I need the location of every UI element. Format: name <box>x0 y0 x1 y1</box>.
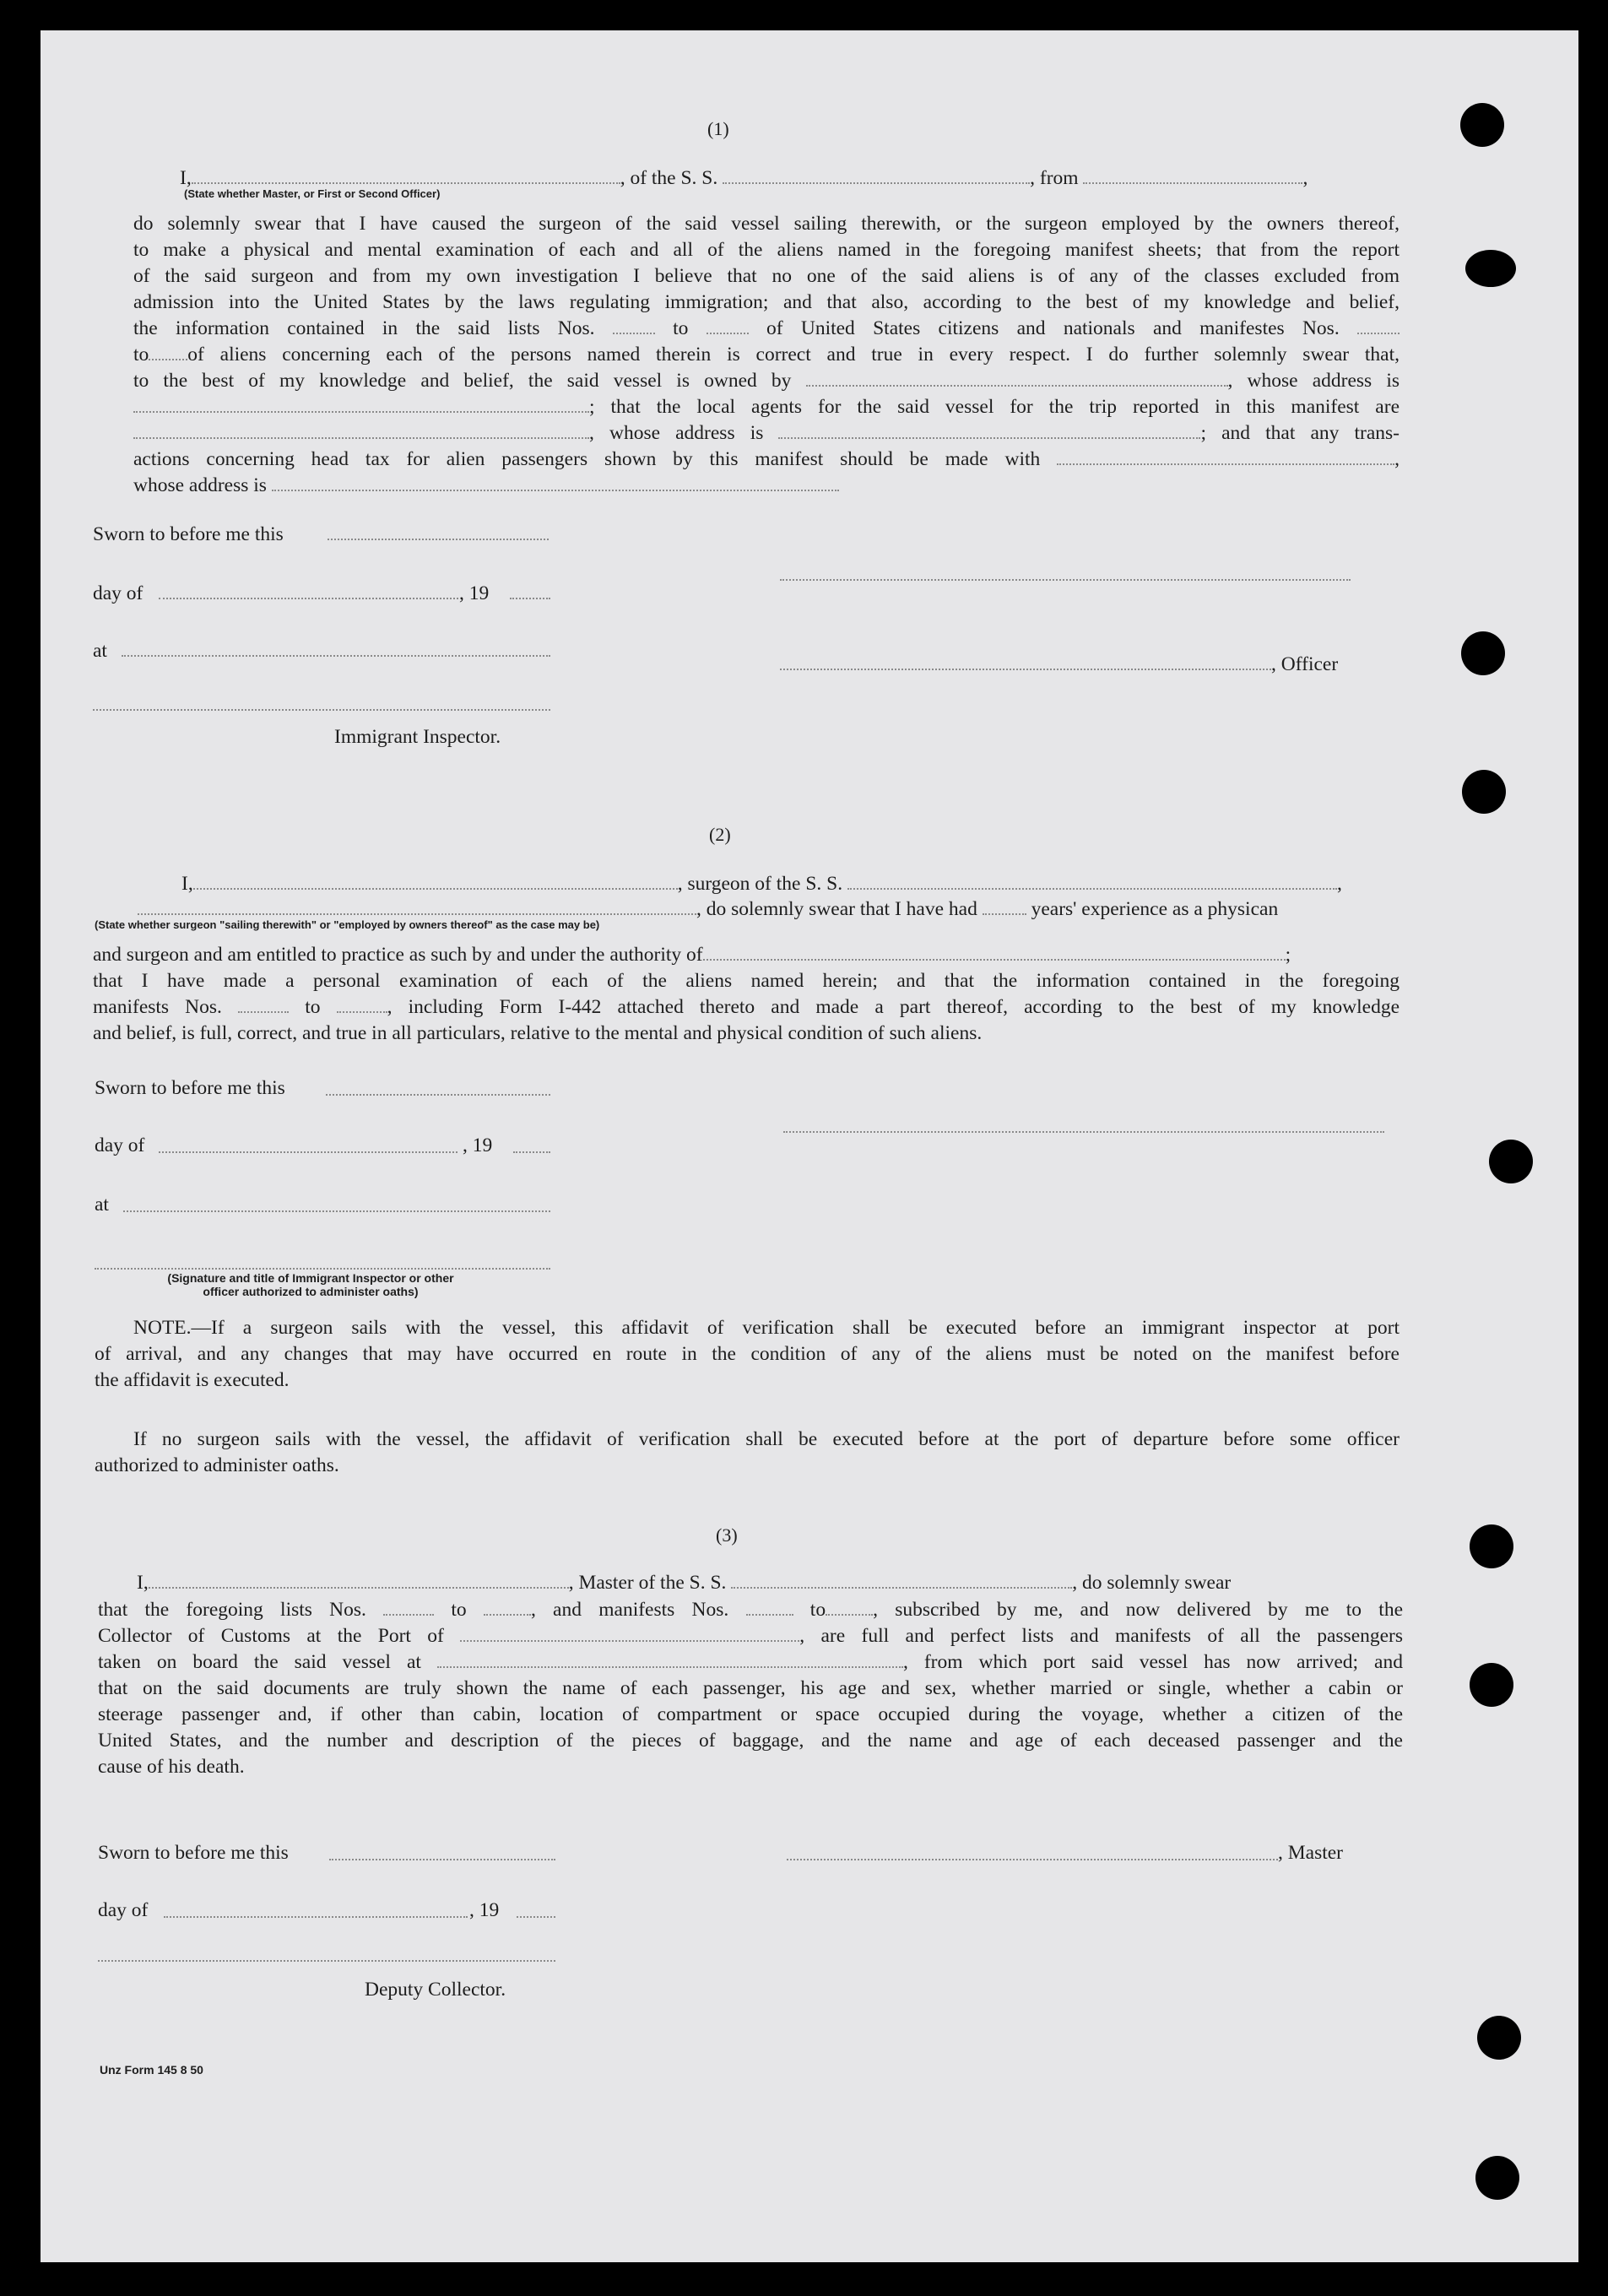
day-line <box>159 594 458 599</box>
section-number: (2) <box>709 824 731 845</box>
note-line: If no surgeon sails with the vessel, the affidavit of verification shall be executed before at the port of departure before some officer <box>133 1428 1400 1450</box>
inspector-signature-line <box>95 1264 550 1270</box>
year-line <box>517 1913 555 1918</box>
punch-hole <box>1461 631 1505 675</box>
sworn-label: Sworn to before me this <box>93 523 284 545</box>
note-line: authorized to administer oaths. <box>95 1454 339 1476</box>
day-label: day of <box>95 1134 145 1156</box>
inspector-signature-line <box>93 706 550 711</box>
master-signature-line <box>787 1855 1278 1860</box>
year-line <box>513 1148 550 1153</box>
date-line <box>329 1855 555 1860</box>
day-line <box>164 1913 468 1918</box>
collector-signature-line <box>98 1957 555 1962</box>
punch-hole <box>1460 103 1504 147</box>
s2-line-2: , do solemnly swear that I have had years' experience as a physican <box>138 896 1412 922</box>
s1-officer-note: (State whether Master, or First or Second Officer) <box>184 187 441 200</box>
s1-para-line: admission into the United States by the laws regulating immigration; and that also, according to the best of my knowledge and belief, <box>133 291 1400 313</box>
collector-label: Deputy Collector. <box>365 1979 506 2001</box>
at-line <box>122 652 550 657</box>
year-label: , 19 <box>459 582 490 604</box>
s1-para-line: the information contained in the said lists Nos. to of United States citizens and nationals and manifestes Nos. <box>133 316 1400 341</box>
punch-hole <box>1489 1140 1533 1183</box>
s1-line-1: I, , of the S. S. , from , <box>180 167 1308 189</box>
s2-para-line: and surgeon and am entitled to practice as such by and under the authority of ; <box>93 944 1291 966</box>
form-sheet <box>41 30 1578 2262</box>
punch-hole <box>1477 2016 1521 2060</box>
s1-para-line: ; that the local agents for the said vessel for the trip reported in this manifest are <box>133 394 1400 420</box>
inspector-label: Immigrant Inspector. <box>334 726 501 748</box>
s3-para-line: Collector of Customs at the Port of , are full and perfect lists and manifests of all the passengers <box>98 1625 1404 1647</box>
year-label: , 19 <box>469 1899 500 1921</box>
form-number: Unz Form 145 8 50 <box>100 2063 203 2077</box>
master-label: , Master <box>1278 1842 1344 1864</box>
day-label: day of <box>98 1899 149 1921</box>
s2-para-line: that I have made a personal examination of each of the aliens named herein; and that the information contained in the foregoing <box>93 970 1400 992</box>
day-label: day of <box>93 582 143 604</box>
s1-para-line: whose address is <box>133 473 1400 498</box>
s3-para-line: taken on board the said vessel at , from which port said vessel has now arrived; and <box>98 1651 1403 1673</box>
note-line: of arrival, and any changes that may have occurred en route in the condition of any of the aliens must be noted on the manifest before <box>95 1343 1400 1365</box>
note-line: the affidavit is executed. <box>95 1369 290 1391</box>
note-line: NOTE.—If a surgeon sails with the vessel, this affidavit of verification shall be executed before an immigrant inspector at port <box>133 1317 1400 1339</box>
at-line <box>123 1207 550 1212</box>
section-number: (1) <box>707 118 729 139</box>
section-number: (3) <box>716 1524 738 1546</box>
punch-hole <box>1470 1524 1513 1568</box>
s2-surgeon-note: (State whether surgeon "sailing therewith" or "employed by owners thereof" as the case may be) <box>95 918 600 931</box>
s1-para-line: to of aliens concerning each of the persons named therein is correct and true in every respect. I do further solemnly swear that, <box>133 344 1400 366</box>
s2-para-line: manifests Nos. to , including Form I-442 attached thereto and made a part thereof, according to the best of my knowledge <box>93 996 1400 1018</box>
s3-para-line: cause of his death. <box>98 1756 245 1778</box>
s1-para-line: , whose address is ; and that any trans- <box>133 420 1400 446</box>
s2-para-line: and belief, is full, correct, and true in all particulars, relative to the mental and physical condition of such aliens. <box>93 1022 983 1044</box>
s3-para-line: that the foregoing lists Nos. to , and manifests Nos. to , subscribed by me, and now delivered by me to the <box>98 1599 1404 1621</box>
punch-hole <box>1470 1663 1513 1707</box>
signature-note: (Signature and title of Immigrant Inspector or other officer authorized to administer oaths) <box>167 1271 454 1298</box>
s3-para-line: that on the said documents are truly shown the name of each passenger, his age and sex, whether married or single, whether a cabin or <box>98 1677 1403 1699</box>
day-line <box>159 1148 457 1153</box>
signature-line <box>783 1128 1384 1133</box>
signature-line <box>780 576 1351 581</box>
s3-para-line: United States, and the number and description of the pieces of baggage, and the name and age of each deceased passenger and the <box>98 1730 1403 1752</box>
s2-line-1: I, , surgeon of the S. S. , <box>181 873 1342 895</box>
sworn-label: Sworn to before me this <box>98 1842 289 1864</box>
at-label: at <box>95 1194 109 1216</box>
s1-para-line: to the best of my knowledge and belief, the said vessel is owned by , whose address is <box>133 370 1400 392</box>
punch-hole <box>1462 770 1506 814</box>
officer-line <box>780 665 1271 670</box>
s3-line-1: I, , Master of the S. S. , do solemnly swear <box>137 1572 1232 1594</box>
sworn-label: Sworn to before me this <box>95 1077 285 1099</box>
s1-para-line: do solemnly swear that I have caused the surgeon of the said vessel sailing therewith, or the surgeon employed by the owners thereof, <box>133 213 1400 235</box>
officer-label: , Officer <box>1271 653 1339 675</box>
s1-para-line: actions concerning head tax for alien passengers shown by this manifest should be made with , <box>133 448 1400 470</box>
year-line <box>510 594 550 599</box>
s1-para-line: to make a physical and mental examination of each and all of the aliens named in the foregoing manifest sheets; that from the report <box>133 239 1400 261</box>
punch-hole <box>1465 250 1516 287</box>
s1-para-line: of the said surgeon and from my own investigation I believe that no one of the said aliens is of any of the classes excluded from <box>133 265 1400 287</box>
date-line <box>328 535 549 540</box>
punch-hole <box>1475 2156 1519 2200</box>
at-label: at <box>93 640 107 662</box>
year-label: , 19 <box>463 1134 493 1156</box>
date-line <box>326 1091 550 1096</box>
s3-para-line: steerage passenger and, if other than cabin, location of compartment or space occupied during the voyage, whether a citizen of the <box>98 1703 1403 1725</box>
